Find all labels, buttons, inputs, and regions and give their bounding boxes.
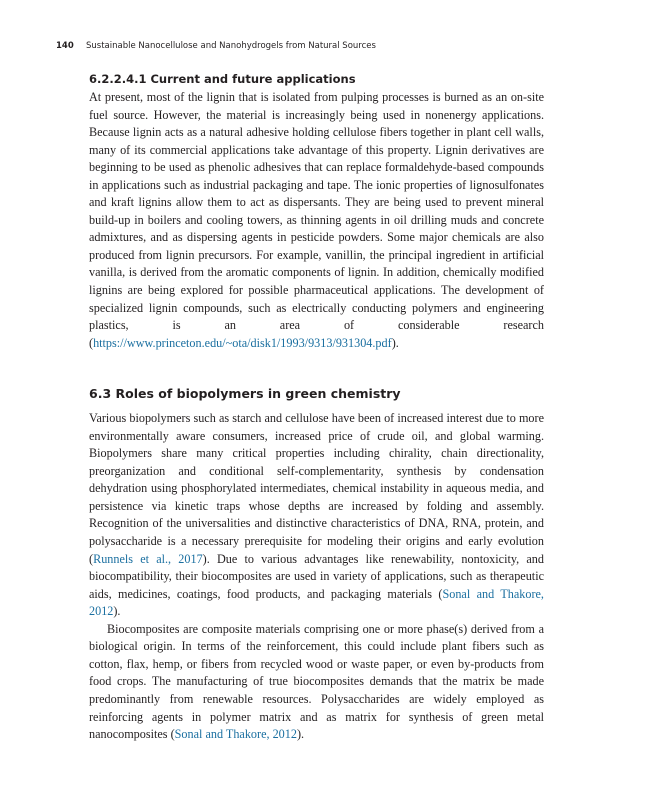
page-content xyxy=(89,70,544,744)
running-title: Sustainable Nanocellulose and Nanohydrogels from Natural Sources xyxy=(86,41,376,51)
applications-paragraph-end: ). xyxy=(391,335,399,350)
applications-paragraph-text: At present, most of the lignin that is isolated from pulping processes is burned as an on-site fuel source. However, the material is increasingly being used in nonenergy applications. Because lignin acts as a natural adhesive holding cellulose fibers together in plant cell walls, many of its commercial applications take advantage of this property. Lignin derivatives are beginning to be used as phenolic adhesives that can replace formaldehyde-based compounds in applications such as industrial packaging and tape. The ionic properties of lignosulfonates and kraft lignins allow them to act as dispersants. They are being used to prevent mineral build-up in boilers and cooling towers, as thinning agents in oil drilling muds and concrete admixtures, and as dispersing agents in pesticide powders. Some major chemicals are also produced from lignin precursors. For example, vanillin, the principal ingredient in artificial vanilla, is derived from the aromatic components of lignin. In addition, chemically modified lignins are being explored for possible pharmaceutical applications. The development of specialized lignin compounds, such as electrically conducting polymers and engineering plastics, is an area of considerable research ( xyxy=(89,90,544,350)
biopolymers-text-b: ). Due to various advantages like renewability, nontoxicity, and biocompatibility, their biocomposites are used in variety of applications, such as therapeutic aids, medicines, coatings, food products, and packaging materials ( xyxy=(89,551,544,601)
subsection-heading: 6.2.2.4.1 Current and future applications xyxy=(89,72,356,86)
princeton-link[interactable]: https://www.princeton.edu/~ota/disk1/1993/9313/931304.pdf xyxy=(93,335,392,350)
biopolymers-text-a: Various biopolymers such as starch and cellulose have been of increased interest due to more environmentally aware consumers, increased price of crude oil, and global warming. Biopolymers share many critical properties including chirality, chain directionality, preorganization and conditional self-complementarity, synthesis by condensation dehydration using phosphorylated intermediates, chemical instability in aqueous media, and persistence via kinetic traps whose depths are increased by folding and assembly. Recognition of the universalities and distinctive characteristics of DNA, RNA, protein, and polysaccharide is a necessary prerequisite for modeling their origins and early evolution ( xyxy=(89,411,544,566)
section-heading: 6.3 Roles of biopolymers in green chemistry xyxy=(89,386,401,402)
page-number: 140 xyxy=(56,41,74,51)
biopolymers-text-c: ). xyxy=(113,604,121,619)
applications-paragraph xyxy=(89,89,544,352)
citation-sonal-thakore-2012-second[interactable]: Sonal and Thakore, 2012 xyxy=(174,727,297,742)
biocomposites-text-b: ). xyxy=(296,727,305,742)
running-head xyxy=(56,40,556,52)
citation-runnels-2017[interactable]: Runnels et al., 2017 xyxy=(93,551,203,566)
citation-sonal-thakore-2012[interactable]: Sonal and Thakore, 2012 xyxy=(89,586,544,619)
biopolymers-paragraph xyxy=(89,410,544,621)
biocomposites-paragraph xyxy=(89,621,544,744)
biocomposites-text-a: Biocomposites are composite materials comprising one or more phase(s) derived from a biological origin. In terms of the reinforcement, this could include plant fibers such as cotton, flax, hemp, or fibers from recycled wood or waste paper, or even by-products from food crops. The manufacturing of true biocomposites demands that the matrix be made predominantly from renewable resources. Polysaccharides are widely employed as reinforcing agents in polymer matrix and as matrix for synthesis of green metal nanocomposites ( xyxy=(89,621,544,742)
